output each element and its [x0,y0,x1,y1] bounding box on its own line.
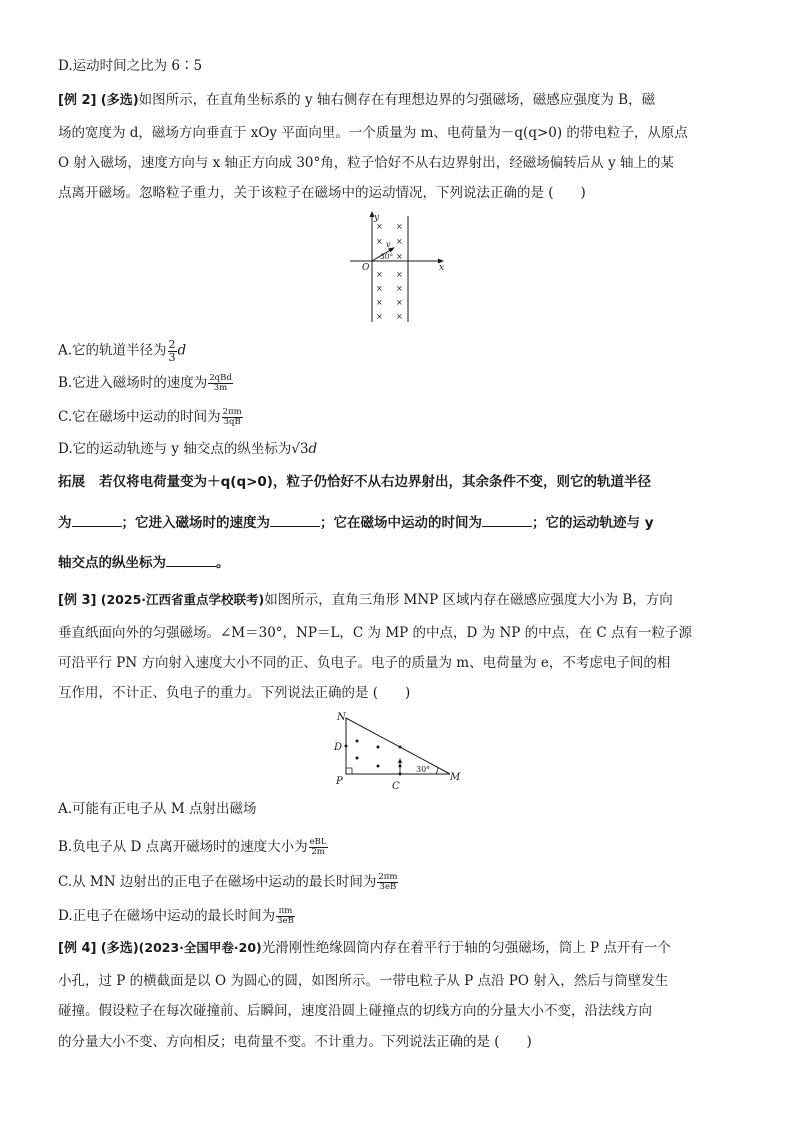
angle-label: 30° [380,252,394,261]
field-cross-mark: × [376,237,383,246]
angle-m-label: 30° [416,765,431,774]
ex4-source: (2023·全国甲卷·20) [138,940,262,955]
field-cross-mark: × [376,284,383,293]
extension-line2: 为 ；它进入磁场时的速度为 ；它在磁场中运动的时间为 ；它的运动轨迹与 y [58,515,654,531]
ex3-option-d[interactable]: D.正电子在磁场中运动的最长时间为 $\frac{\pi m}{3eB}$ [58,906,294,926]
ex4-stem-line2: 小孔，过 P 的横截面是以 O 为圆心的圆，如图所示。一带电粒子从 P 点沿 PO 射入，然后与筒壁发生 [58,973,669,989]
ex2-option-a[interactable]: A.它的轨道半径为 $\frac{2}{3}$ d [58,338,187,364]
x-axis-label: x [439,263,445,273]
ex3-tag: [例 3] [58,593,97,608]
ex4-stem-line1: [例 4] (多选)(2023·全国甲卷·20)光滑刚性绝缘圆筒内存在着平行于轴的匀强磁场，筒上 P 点开有一个 [58,940,671,956]
blank-y-coordinate[interactable] [166,555,216,567]
field-cross-mark: × [396,312,403,321]
field-cross-mark: × [396,237,403,246]
y-axis-label: y [374,213,380,223]
ex3-stem-line2: 垂直纸面向外的匀强磁场。∠M＝30°，NP＝L，C 为 MP 的中点，D 为 NP 的中点，在 C 点有一粒子源 [58,625,693,641]
field-cross-mark: × [376,270,383,279]
ex2-tag: [例 2] [58,93,97,108]
field-cross-mark: × [376,312,383,321]
ex3-stem-line4: 互作用，不计正、负电子的重力。下列说法正确的是 ( ) [58,685,411,701]
ex3-stem-line1: [例 3] (2025·江西省重点学校联考)如图所示，直角三角形 MNP 区域内存在磁感应强度大小为 B，方向 [58,592,673,608]
ex4-multi-badge: (多选) [100,941,139,956]
ex2-option-c[interactable]: C.它在磁场中运动的时间为 $\frac{2\pi m}{3qB}$ [58,407,242,427]
point-d-label: D [334,742,343,753]
vertex-m-label: M [450,772,461,783]
extension-line3: 轴交点的纵坐标为 。 [58,555,230,571]
field-cross-mark: × [396,252,403,261]
blank-speed[interactable] [270,515,320,527]
field-cross-mark: × [396,298,403,307]
ex4-tag: [例 4] [58,941,97,956]
ex3-stem-line3: 可沿平行 PN 方向射入速度大小不同的正、负电子。电子的质量为 m、电荷量为 e，不考虑电子间的相 [58,655,671,671]
blank-time[interactable] [482,515,532,527]
ex2-text: 如图所示，在直角坐标系的 y 轴右侧存在有理想边界的匀强磁场，磁感应强度为 B，磁 [138,92,656,108]
ex4-stem-line3: 碰撞。假设粒子在每次碰撞前、后瞬间，速度沿圆上碰撞点的切线方向的分量大小不变，沿法线方向 [58,1003,652,1019]
extension-line1: 拓展 若仅将电荷量变为＋q(q>0)，粒子仍恰好不从右边界射出，其余条件不变，则它的轨道半径 [58,474,651,490]
ex3-source: (2025·江西省重点学校联考) [100,592,265,607]
ex3-option-a[interactable]: A.可能有正电子从 M 点射出磁场 [58,801,257,817]
ex3-option-b[interactable]: B.负电子从 D 点离开磁场时的速度大小为 $\frac{\text{eBL}}{2m}$ [58,837,327,857]
field-cross-mark: × [376,298,383,307]
ex2-magnetic-field-figure [344,210,450,324]
vertex-p-label: P [336,776,343,787]
field-cross-mark: × [396,222,403,231]
vertex-n-label: N [337,712,346,723]
ex2-option-d[interactable]: D.它的运动轨迹与 y 轴交点的纵坐标为√3d [58,441,318,457]
velocity-label: v [386,240,391,249]
extension-label: 拓展 [58,474,85,490]
ex2-option-b[interactable]: B.它进入磁场时的速度为 $\frac{\text{2qBd}}{3m}$ [58,373,232,393]
field-cross-mark: × [376,222,383,231]
origin-label: O [362,263,370,273]
field-cross-mark: × [396,270,403,279]
ex3-triangle-figure [330,710,464,792]
ex3-option-c[interactable]: C.从 MN 边射出的正电子在磁场中运动的最长时间为 $\frac{2\pi m}{3eB}$ [58,872,398,892]
ex2-stem-line1 [58,94,655,108]
ex2-stem-line3: O 射入磁场，速度方向与 x 轴正方向成 30°角，粒子恰好不从右边界射出，经磁场偏转后从 y 轴上的某 [58,155,674,171]
ex2-stem-line4: 点离开磁场。忽略粒子重力，关于该粒子在磁场中的运动情况，下列说法正确的是 ( ) [58,185,586,201]
blank-radius[interactable] [72,515,122,527]
prev-option-d: D.运动时间之比为 6∶5 [58,58,203,74]
point-c-label: C [392,781,400,792]
field-cross-mark: × [396,284,403,293]
ex4-stem-line4: 的分量大小不变、方向相反；电荷量不变。不计重力。下列说法正确的是 ( ) [58,1034,532,1050]
ex2-multi-badge: (多选) [100,93,139,108]
ex2-stem-line2: 场的宽度为 d，磁场方向垂直于 xOy 平面向里。一个质量为 m、电荷量为－q(q>0) 的带电粒子，从原点 [58,125,688,141]
field-marks [376,222,403,321]
